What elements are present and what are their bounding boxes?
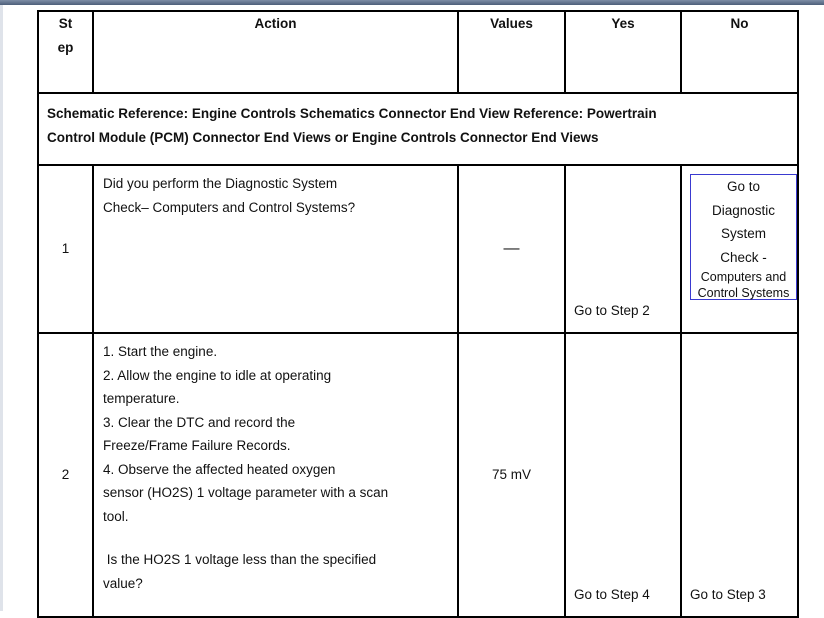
list-item: 4. Observe the affected heated oxygen [103,461,336,477]
list-item: sensor (HO2S) 1 voltage parameter with a scan [103,485,389,500]
action-text: Did you perform the Diagnostic System [103,176,338,191]
link-line: Computers and [700,270,787,284]
table-row [38,333,798,617]
header-yes: Yes [565,11,681,93]
header-values: Values [458,11,565,93]
link-line: Control Systems [697,286,790,300]
header-step [38,11,93,93]
list-item: temperature. [103,391,180,406]
header-step-line2: ep [57,39,74,55]
reference-line-2: Control Module (PCM) Connector End Views or Engine Controls Connector End Views [47,129,599,145]
value-cell [458,333,565,617]
header-action: Action [93,11,458,93]
action-steps-list [103,340,449,528]
list-item: 3. Clear the DTC and record the [103,414,296,430]
list-item: tool. [103,508,129,524]
list-item: 1. Start the engine. [103,344,218,359]
action-text: Check– Computers and Control Systems? [103,199,356,215]
step-number: 2 [38,333,93,617]
window-top-bar [0,0,824,5]
link-line: System [720,226,766,241]
list-item: 2. Allow the engine to idle at operating [103,367,332,383]
yes-cell[interactable] [565,165,681,333]
action-cell [93,165,458,333]
step-number: 1 [38,165,93,333]
question-line: value? [103,575,143,591]
schematic-reference [38,93,798,165]
value-cell [458,165,565,333]
link-line: Check - [720,249,767,265]
go-to-step-3-link[interactable]: Go to Step 3 [690,586,766,602]
header-step-line1: St [58,16,73,31]
reference-line-1: Schematic Reference: Engine Controls Schematics Connector End View Reference: Powertrain [47,106,657,121]
diagnostic-system-check-link[interactable] [690,174,797,300]
table-row [38,165,798,333]
go-to-step-4-link[interactable]: Go to Step 4 [574,586,650,602]
question [103,548,449,595]
list-item: Freeze/Frame Failure Records. [103,438,291,453]
go-to-step-2-link[interactable]: Go to Step 2 [574,302,650,318]
action-cell [93,333,458,617]
value-text: — [503,240,520,258]
reference-row [38,93,798,165]
value-text: 75 mV [491,467,532,483]
no-cell[interactable] [681,333,798,617]
header-row [38,11,798,93]
diagnostic-table [37,10,799,618]
header-no: No [681,11,798,93]
question-line: Is the HO2S 1 voltage less than the specified [103,552,377,567]
link-line: Diagnostic [711,202,776,218]
link-line: Go to [726,179,761,194]
no-cell [681,165,798,333]
yes-cell[interactable] [565,333,681,617]
window-left-edge [0,5,3,611]
